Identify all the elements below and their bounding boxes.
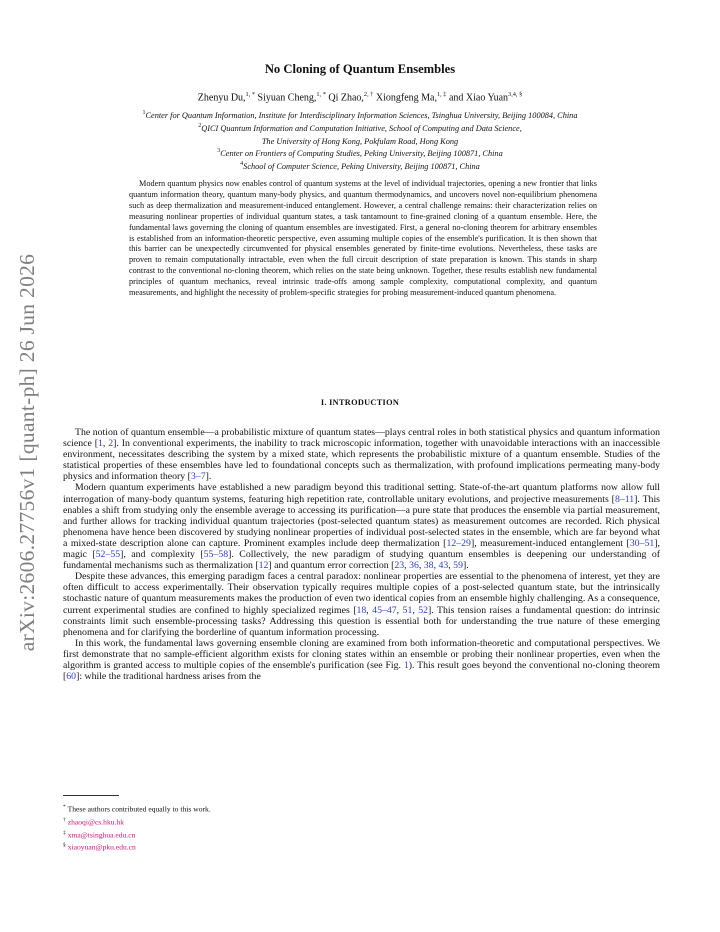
affiliation-number: 1,	[316, 91, 322, 98]
footnote	[63, 840, 463, 853]
body-paragraph	[63, 482, 660, 571]
citation-link[interactable]: 2	[108, 438, 114, 450]
paragraph-text: ,	[418, 560, 424, 572]
affiliation-number: 2	[198, 122, 202, 129]
footnote-email-link[interactable]: xma@tsinghua.edu.cn	[67, 830, 136, 840]
affiliation-line	[0, 134, 720, 147]
paragraph-text: In this work, the fundamental laws governing ensemble cloning are examined from both information-theoretic and computational perspectives. We first demonstrate that no sample-efficient algorithm exists for cloning states within an ensemble or probing their nonlinear properties, even when the algorithm is granted access to multiple copies of the ensemble's purification (see Fig.	[63, 637, 660, 671]
paragraph-text: ]. In conventional experiments, the inability to track microscopic information, together with unavoidable interactions with an inaccessible environment, necessitates describing the system by a mixed state, which represents the probabilistic mixture of a quantum ensemble. Studies of the statistical properties of these ensembles have led to foundational concepts such as thermalization, with profound implications permeating many-body physics and information theory [	[63, 438, 660, 483]
author-affiliation-mark	[364, 91, 373, 98]
author-name: Zhenyu Du,	[197, 92, 246, 104]
affiliation-number: 1	[142, 110, 146, 116]
footnote-text: These authors contributed equally to this work.	[67, 804, 211, 814]
footnote-list	[63, 802, 463, 853]
body-paragraph	[63, 427, 660, 482]
author-name: Qi Zhao,	[328, 92, 364, 104]
citation-link[interactable]: 45–47	[372, 604, 397, 616]
footnote	[63, 828, 463, 841]
paragraph-text: ]. Collectively, the new paradigm of studying quantum ensembles is deepening our understanding of fundamental mechanisms such as thermalization [	[63, 549, 660, 572]
affiliation-line	[0, 121, 720, 134]
affiliation-number: 3,4,	[508, 91, 518, 98]
citation-link[interactable]: 55–58	[203, 549, 229, 561]
paragraph-text: ). This result goes beyond the conventional no-cloning theorem [	[63, 659, 660, 683]
author-name: Siyuan Cheng,	[257, 92, 317, 104]
affiliation-number: 4	[240, 161, 244, 168]
citation-link[interactable]: 3–7	[190, 471, 206, 483]
paragraph-text: ,	[102, 438, 109, 450]
paragraph-text: ].	[205, 471, 212, 483]
affiliation-text: The University of Hong Kong, Pokfulam Road, Hong Kong	[261, 136, 459, 146]
affiliation-text: School of Computer Science, Peking University, Beijing 100871, China	[243, 161, 480, 171]
citation-link[interactable]: 30–51	[629, 537, 655, 549]
affiliation-number: 1,	[245, 91, 251, 98]
citation-link[interactable]: 18	[356, 604, 367, 616]
author-note-link[interactable]: *	[250, 91, 256, 98]
affiliation-line	[0, 108, 720, 121]
citation-link[interactable]: 43	[438, 560, 449, 572]
footnote	[63, 815, 463, 828]
paragraph-text: ]: while the traditional hardness arises from the	[76, 671, 261, 683]
footnote-email-link[interactable]: xiaoyuan@pku.edu.cn	[67, 843, 136, 853]
paragraph-text: ,	[396, 604, 403, 616]
arxiv-identifier-stamp	[6, 246, 50, 658]
paragraph-text: ,	[366, 604, 373, 616]
section-heading-introduction: I. INTRODUCTION	[320, 398, 400, 407]
paragraph-text: ,	[412, 604, 419, 616]
paragraph-text: Modern quantum experiments have established a new paradigm beyond this traditional setting. State-of-the-art quantum platforms now allow full interrogation of many-body quantum systems, featuring high repetition rate, controllable unitary evolutions, and projective measurements [	[63, 482, 660, 505]
citation-link[interactable]: 12–29	[446, 537, 471, 549]
paragraph-text: ,	[448, 560, 454, 572]
citation-link[interactable]: 38	[423, 560, 434, 572]
paragraph-text: ]. This tension raises a fundamental question: do intrinsic constraints limit such ensemble-processing tasks? Addressing this question is essential both for understanding the true nature of these emerging phenomena and for clarifying the borderline of quantum information processing.	[63, 604, 661, 638]
paragraph-text: ,	[404, 560, 410, 572]
citation-link[interactable]: 60	[66, 671, 77, 683]
citation-link[interactable]: 1	[403, 659, 409, 671]
paper-title: No Cloning of Quantum Ensembles	[264, 62, 456, 76]
author-note-link[interactable]: §	[517, 91, 523, 98]
footnote-mark: †	[63, 816, 66, 823]
footnote-mark: *	[63, 804, 66, 810]
footnote	[63, 802, 463, 815]
paragraph-text: The notion of quantum ensemble—a probabilistic mixture of quantum states—plays central roles in both statistical physics and quantum information science [	[63, 427, 660, 450]
author-affiliation-mark	[316, 91, 325, 98]
footnote-divider	[63, 795, 119, 796]
paragraph-text: ], magic [	[63, 537, 660, 561]
author-note-link[interactable]: ‡	[441, 91, 447, 98]
citation-link[interactable]: 36	[409, 560, 419, 572]
body-paragraph	[63, 638, 660, 682]
citation-link[interactable]: 51	[402, 604, 413, 616]
affiliation-number: 3	[217, 148, 221, 155]
affiliation-text: Center for Quantum Information, Institute for Interdisciplinary Information Sciences, Tsinghua University, Beijing 100084, China	[145, 110, 578, 120]
body-paragraph	[63, 571, 660, 638]
citation-link[interactable]: 12	[258, 560, 269, 572]
footnote-mark: ‡	[63, 829, 66, 836]
paragraph-text: ,	[433, 560, 439, 572]
introduction-body	[63, 427, 660, 682]
citation-link[interactable]: 52–55	[95, 549, 121, 561]
paragraph-text: ].	[462, 560, 469, 572]
author-note-link[interactable]: †	[368, 91, 374, 98]
author-note-link[interactable]: *	[321, 91, 326, 98]
citation-link[interactable]: 1	[98, 438, 103, 450]
arxiv-identifier-text: arXiv:2606.27756v1 [quant-ph] 26 Jun 2026	[15, 253, 40, 651]
footnote-email-link[interactable]: zhaoqi@cs.hku.hk	[67, 817, 125, 827]
affiliation-number: 1,	[437, 91, 442, 98]
affiliation-number: 2,	[363, 91, 369, 98]
abstract: Modern quantum physics now enables control of quantum systems at the level of individual trajectories, opening a new frontier that links quantum information theory, quantum many-body physics, and quantum thermodynamics, and uncovers novel non-equilibrium phenomena such as deep thermalization and measurement-induced entanglement. However, a central challenge remains: their characterization relies on measuring nonlinear properties of individual quantum states, a task tantamount to fine-grained cloning of a quantum ensemble. Here, the fundamental laws governing the cloning of quantum ensembles are investigated. First, a general no-cloning theorem for arbitrary ensembles is established from an information-theoretic perspective, even assuming multiple copies of the ensemble's purification. It is then shown that this barrier can be unexpectedly circumvented for physical ensembles generated by finite-time evolutions. Nevertheless, these tasks are proven to remain computationally intractable, even when the full circuit description of state preparation is known. This stands in sharp contrast to the conventional no-cloning theorem, which relies on the state being unknown. Together, these results establish new fundamental principles of quantum mechanics, reveal intrinsic trade-offs among sample complexity, computational complexity, and quantum measurements, and highlight the necessity of problem-specific strategies for probing measurement-induced quantum phenomena.	[129, 179, 597, 298]
paragraph-text: ], measurement-induced entanglement [	[470, 537, 630, 549]
footnote-mark: §	[63, 842, 66, 849]
paragraph-text: ], and complexity [	[120, 549, 204, 561]
citation-link[interactable]: 23	[394, 560, 405, 572]
citation-link[interactable]: 52	[418, 604, 429, 616]
paragraph-text: ]. This enables a shift from studying only the ensemble average to accessing its purification—a pure state that produces the ensemble via partial measurement, and further allows for tracking individual quantum trajectories (post-selected quantum states) as measurement outcomes are recorded. Rich physical phenomena have hence been discovered by studying nonlinear properties of individual post-selected states in the ensemble, which are far beyond what a mixed-state description alone can capture. Prominent examples include deep thermalization [	[63, 493, 660, 549]
author-name: Xiao Yuan	[465, 92, 509, 104]
author-affiliation-mark	[508, 91, 522, 98]
citation-link[interactable]: 59	[453, 560, 463, 572]
affiliation-line	[0, 159, 720, 172]
paragraph-text: Despite these advances, this emerging paradigm faces a central paradox: nonlinear properties are essential to the phenomena of interest, yet they are often difficult to access experimentally. Their observation typically requires multiple copies of a post-selected quantum state, but the intrinsically stochastic nature of quantum measurements makes the production of even two identical copies from an ensemble highly challenging. As a consequence, current experimental studies are confined to highly specialized regimes [	[63, 571, 660, 616]
affiliation-line	[0, 146, 720, 159]
author-affiliation-mark	[246, 91, 255, 98]
author-separator: and	[446, 92, 466, 104]
author-name: Xiongfeng Ma,	[375, 92, 437, 104]
citation-link[interactable]: 8–11	[614, 493, 635, 505]
affiliation-list	[0, 108, 720, 172]
affiliation-text: Center on Frontiers of Computing Studies, Peking University, Beijing 100871, China	[220, 149, 503, 159]
author-list	[0, 91, 720, 103]
affiliation-text: QICI Quantum Information and Computation Initiative, School of Computing and Data Science,	[201, 123, 522, 133]
paragraph-text: ] and quantum error correction [	[268, 560, 395, 572]
